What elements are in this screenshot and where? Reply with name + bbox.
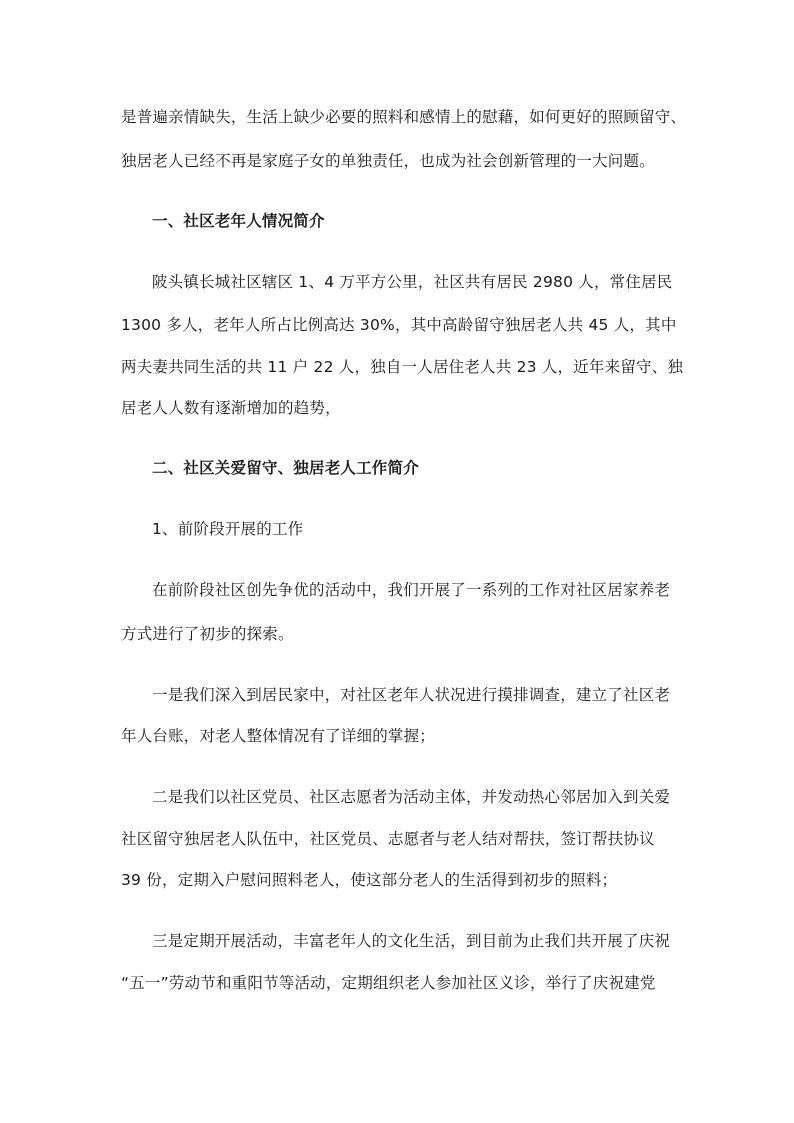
subsection-heading: 1、前阶段开展的工作 (152, 520, 304, 538)
paragraph-line: 独居老人已经不再是家庭子女的单独责任，也成为社会创新管理的一大问题。 (121, 152, 655, 170)
paragraph-line: 两夫妻共同生活的共 11 户 22 人，独自一人居住老人共 23 人，近年来留守、独 (121, 358, 684, 376)
paragraph-line: “五一”劳动节和重阳节等活动，定期组织老人参加社区义诊，举行了庆祝建党 (121, 974, 656, 992)
section-heading: 一、社区老年人情况简介 (152, 212, 325, 230)
paragraph-line: 二是我们以社区党员、社区志愿者为活动主体，并发动热心邻居加入到关爱 (152, 788, 671, 806)
paragraph-line: 社区留守独居老人队伍中，社区党员、志愿者与老人结对帮扶，签订帮扶协议 (121, 830, 655, 848)
paragraph-line: 方式进行了初步的探索。 (121, 625, 294, 643)
section-heading: 二、社区关爱留守、独居老人工作简介 (152, 459, 419, 477)
paragraph-line: 在前阶段社区创先争优的活动中，我们开展了一系列的工作对社区居家养老 (152, 581, 671, 599)
paragraph-line: 居老人人数有逐渐增加的趋势， (121, 399, 341, 417)
paragraph-line: 1300 多人，老年人所占比例高达 30%，其中高龄留守独居老人共 45 人，其中 (121, 316, 677, 334)
paragraph-line: 年人台账，对老人整体情况有了详细的掌握； (121, 727, 436, 745)
paragraph-line: 三是定期开展活动，丰富老年人的文化生活，到目前为止我们共开展了庆祝 (152, 932, 671, 950)
paragraph-line: 一是我们深入到居民家中，对社区老年人状况进行摸排调查，建立了社区老 (152, 686, 671, 704)
paragraph-line: 是普遍亲情缺失，生活上缺少必要的照料和感情上的慰藉，如何更好的照顾留守、 (121, 108, 687, 126)
paragraph-line: 39 份，定期入户慰问照料老人，使这部分老人的生活得到初步的照料； (121, 871, 618, 889)
paragraph-line: 陂头镇长城社区辖区 1、4 万平方公里，社区共有居民 2980 人，常住居民 (152, 273, 673, 291)
